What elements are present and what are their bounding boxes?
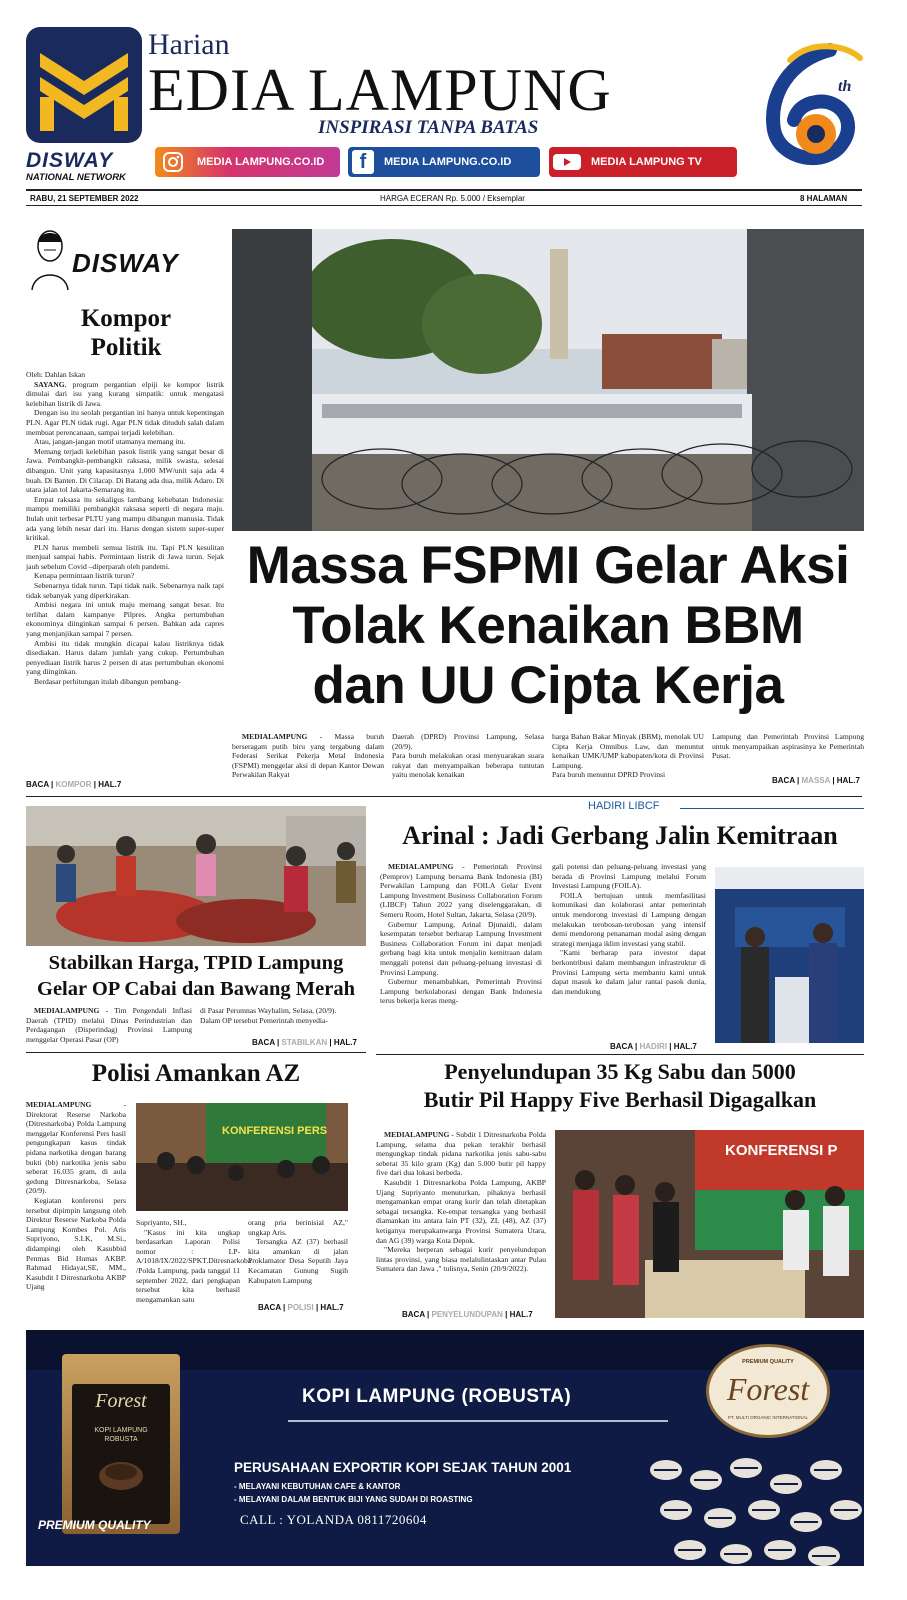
youtube-icon (553, 150, 581, 174)
facebook-link[interactable]: f MEDIA LAMPUNG.CO.ID (348, 147, 540, 177)
youtube-link[interactable]: MEDIA LAMPUNG TV (549, 147, 737, 177)
libcf-divider (376, 1054, 864, 1055)
libcf-title: Arinal : Jadi Gerbang Jalin Kemitraan (402, 821, 838, 850)
tpid-continue[interactable]: BACA | STABILKAN | HAL.7 (252, 1038, 357, 1047)
polisi-title: Polisi Amankan AZ (91, 1060, 301, 1087)
headline-continue[interactable]: BACA | MASSA | HAL.7 (772, 776, 860, 785)
libcf-kicker-rule (680, 808, 864, 809)
sabu-continue[interactable]: BACA | PENYELUNDUPAN | HAL.7 (402, 1310, 533, 1319)
anniversary-logo: th (760, 40, 870, 170)
libcf-kicker: HADIRI LIBCF (588, 800, 660, 812)
libcf-photo (715, 867, 864, 1043)
issue-price: HARGA ECERAN Rp. 5.000 / Eksemplar (380, 194, 525, 203)
issue-date: RABU, 21 SEPTEMBER 2022 (30, 194, 139, 203)
masthead (0, 0, 907, 203)
tpid-divider (26, 1052, 366, 1053)
ad-title: KOPI LAMPUNG (ROBUSTA) (302, 1386, 572, 1407)
tpid-col-1: MEDIALAMPUNG - Tim Pengendali Inflasi Daerah (TPID) melalui Dinas Perindustrian dan Perdagangan (Disperindag) Provinsi Lampung menggelar Operasi Pasar (OP) (26, 1006, 192, 1044)
forest-logo: PREMIUM QUALITY Forest PT. MULTI ORGANIC INTERNATIONAL (706, 1344, 830, 1438)
ad-title-rule (288, 1420, 668, 1422)
ad-bullet-2: - MELAYANI DALAM BENTUK BIJI YANG SUDAH DI ROASTING (234, 1495, 473, 1504)
column-body: Oleh: Dahlan Iskan SAYANG, program pergantian elpiji ke kompor listrik dimulai dari isu yang kurang simpatik: untuk mengatasi kelebihan listrik di Jawa. Dengan isu itu seolah pergantian ini hanya untuk kepentingan PLN. Agar PLN tidak rugi. Agar PLN tidak dituduh salah dalam membuat perencanaan, sampai terjadi kelebihan. Atau, jangan-jangan motif utamanya memang itu. Memang terjadi kelebihan pasok listrik yang sangat besar di Jawa. Pembangkit-pembangkit raksasa, milik swasta, selesai dibangun. Unit yang kapasitasnya 1.000 MW/unit saja ada 4 buah. Di Banten. Di Cilacap. Di Batang ada dua, milik Adaro. Di utara jalan tol Jakarta-Semarang itu. Empat raksasa itu sekaligus lambang kehebatan Indonesia: mampu memiliki pembangkit raksasa seperti di negara maju. Itulah unit terbesar PLTU yang mampu dibangun manusia. Tidak ada yang lebih nesar dari itu. Harus dengan sistem super-super kritikal. PLN harus membeli semua listrik itu. Tapi PLN kesulitan menjual sampai habis. Permintaan listrik di Jawa turun. Sejak jauh sebelum Covid –diperparah oleh pandemi. Kenapa permintaan listrik turun? Sebenarnya tidak turun. Tapi tidak naik. Sebenarnya naik tapi tidak sebanyak yang diperkirakan. Ambisi negara ini untuk maju memang sangat besar. Itu terlihat dalam kampanye Pilpres. Angka pertumbuhan ekonominya diinginkan sampai 6 persen. Bahkan ada capres yang menjanjikan sampai 7 persen. Ambisi itu tidak mungkin dicapai kalau listriknya tidak disediakan. Harus dalam jumlah yang cukup. Pertumbuhan penyediaan listrik harus 2 persen di atas pertumbuhan ekonomi yang diinginkan. Berdasar perhitungan itulah dibangun pembang- (26, 370, 224, 686)
media-lampung-logo (26, 27, 142, 143)
tpid-col-2: di Pasar Perumnas Wayhalim, Selasa, (20/9). Dalam OP tersebut Pemerintah menyedia- (200, 1006, 337, 1025)
tpid-title: Stabilkan Harga, TPID Lampung Gelar OP Cabai dan Bawang Merah (37, 952, 355, 1000)
protest-photo (232, 229, 864, 531)
sabu-source: MEDIALAMPUNG (384, 1130, 450, 1139)
polisi-col-3: orang pria berinisial AZ," ungkap Aris. Tersangka AZ (37) berhasil kita amankan di jalan Proklamator Desa Seputih Jaya Kecamatan Gunung Sugih Kabupaten Lampung (248, 1218, 348, 1285)
column-title: Kompor Politik (80, 305, 172, 361)
polisi-source: MEDIALAMPUNG (26, 1100, 92, 1109)
polisi-continue[interactable]: BACA | POLISI | HAL.7 (258, 1303, 344, 1312)
author-portrait (30, 228, 70, 290)
column-author: Oleh: Dahlan Iskan (26, 370, 86, 379)
disway-network-logo: DISWAY NATIONAL NETWORK (26, 149, 126, 183)
ad-call[interactable]: CALL : YOLANDA 0811720604 (240, 1512, 427, 1527)
masthead-rule-bottom (26, 205, 862, 206)
polisi-col-2: Supriyanto, SH., "Kasus ini kita ungkap berdasarkan Laporan Polisi nomor : LP-A/1018/IX/2022/SPKT.Ditresnarkoba /Polda Lampung, pada tanggal 11 september 2022, dari pengkapan tersebut kita berhasil mengamankan satu (136, 1218, 252, 1304)
masthead-title: EDIA LAMPUNG (148, 57, 612, 123)
headline-line-1: Massa FSPMI Gelar Aksi (246, 536, 850, 595)
disway-column (26, 228, 224, 796)
ad-bean-texture (646, 1450, 864, 1566)
headline-line-2: Tolak Kenaikan BBM (292, 596, 804, 655)
sabu-title: Penyelundupan 35 Kg Sabu dan 5000 Butir Pil Happy Five Berhasil Digagalkan (423, 1059, 817, 1112)
sabu-photo (555, 1130, 864, 1318)
ad-premium-label: PREMIUM QUALITY (38, 1518, 151, 1532)
disway-brand: DISWAY (72, 248, 179, 278)
polisi-photo (136, 1103, 348, 1211)
sabu-body: MEDIALAMPUNG - Subdit 1 Ditresnarkoba Polda Lampung, selama dua pekan terakhir berhasil mengungkap tindak pidana narkotika jenis sabu-sabu seberat 35 kilo gram (Kg) dan 5.000 butir pil happy five dari dua lokasi berbeda. Kasubdit 1 Ditresnarkoba Polda Lampung, AKBP Ujang Supriyanto menuturkan, pihaknya berhasil mengamankan empat orang kurir dan telah ditetapkan sebagai tersangka. Ke-empat tersangka yang berhasil diamankan itu antara lain PT (32), ZL (48), AZ (37) ketiganya merupakanwarga Provinsi Sumatera Utara, dan AG (39) warga Kota Depok. "Mereka berperan sebagai kurir penyelundupan lintas provinsi, yang biasa melalulintaskan antar Pulau Sumatera dan Jawa ," tulisnya, Senin (20/9/2022). (376, 1130, 546, 1274)
polisi-photo-banner: KONFERENSI PERS (222, 1125, 328, 1137)
headline-line-3: dan UU Cipta Kerja (312, 656, 784, 715)
libcf-source: MEDIALAMPUNG (388, 862, 454, 871)
tpid-photo (26, 806, 366, 946)
package-coffee-cup (96, 1454, 146, 1494)
issue-pages: 8 HALAMAN (800, 194, 848, 203)
sabu-photo-banner: KONFERENSI P (725, 1142, 838, 1159)
polisi-col-1: MEDIALAMPUNG - Direktorat Reserse Narkoba (Ditresnarkoba) Polda Lampung menggelar Konferensi Pers hasil pengungkapan kasus tindak pidana narkotika dengan barang bukti (bb) narkotika jenis sabu seberat 16.035 gram, di aula gedung Ditresnarkoba, Selasa (20/9). Kegiatan konferensi pers tersebut dipimpin langsung oleh Direktur Reserse Narkoba Polda Lampung Kombes Pol. Aris Supriyono, S.I.K, M.Si., didampingi oleh Kasubbid Penmas Bid Humas AKBP. Rahmad Hidayat,SE, MM., Kasubdit I Ditresnarkoba AKBP Ujang (26, 1100, 126, 1292)
facebook-icon: f (352, 150, 374, 174)
masthead-title-initial (148, 52, 149, 53)
column-divider (26, 796, 862, 797)
headline-col-3: harga Bahan Bakar Minyak (BBM), menolak UU Cipta Kerja Omnibus Law, dan menuntut kenaikan UMK/UMP kabupaten/kota di Provinsi Lampung. Para buruh menuntut DPRD Provinsi (552, 732, 704, 780)
libcf-col-1: MEDIALAMPUNG - Pemerintah Provinsi (Pemprov) Lampung bersama Bank Indonesia (BI) Perwakilan Lampung dan FOILA Gelar Event Lampung Investment Business Collaboration Forum (LIBCF) Tahun 2022 yang diselenggarakan, di Semeru Room, Hotel Sultan, Jakarta, Selasa (20/9). Gubernur Lampung, Arinal Djunaidi, dalam kesempatan tersebut berharap Lampung Investment Business Collaboration Forum ini dapat menjadi gerbang bagi kita untuk menjalin kemitraan dalam menggali potensi dan peluang-peluang investasi di Provinsi Lampung. Gubernur menambahkan, Pemerintah Provinsi Lampung berkolaborasi dengan Bank Indonesia terus bekerja keras meng- (380, 862, 542, 1006)
package-label-text: KOPI LAMPUNG ROBUSTA (94, 1427, 148, 1443)
headline-col-1: MEDIALAMPUNG - Massa buruh berseragam putih biru yang tergabung dalam Federasi Serikat Pekerja Metal Indonesia (FSPMI) menggelar aksi di depan Kantor Dewan Perwakilan Rakyat (232, 732, 384, 780)
libcf-continue[interactable]: BACA | HADIRI | HAL.7 (610, 1042, 697, 1051)
ad-exporter: PERUSAHAAN EXPORTIR KOPI SEJAK TAHUN 2001 (234, 1460, 572, 1475)
kopi-advertisement[interactable] (26, 1330, 864, 1566)
masthead-prefix: Harian (148, 28, 230, 61)
instagram-link[interactable]: MEDIA LAMPUNG.CO.ID (155, 147, 340, 177)
masthead-tagline: INSPIRASI TANPA BATAS (318, 117, 539, 138)
headline (232, 536, 864, 716)
headline-col-4: Lampung dan Pemerintah Provinsi Lampung untuk menyampaikan aspirasinya ke Pemerintah Pusat. (712, 732, 864, 761)
tpid-source: MEDIALAMPUNG (34, 1006, 100, 1015)
package-brand: Forest (95, 1390, 147, 1412)
column-continue[interactable]: BACA | KOMPOR | HAL.7 (26, 780, 122, 789)
instagram-icon (159, 150, 187, 174)
libcf-col-2: gali potensi dan peluang-peluang investasi yang berada di Provinsi Lampung melalui Forum Investasi Lampung (FOILA). FOILA bertujuan untuk memfasilitasi komunikasi dan kolaborasi antar pemerintah untuk mendorong investasi di Lampung dengan melakukan terobosan-terobosan yang intensif demi mendorong penanaman modal asing dengan strategi menjaga iklim investasi yang stabil. "Kami berharap para investor dapat berkontribusi dalam membangun infrastruktur di Provinsi Lampung serta membantu kami untuk dapat masuk ke dalam jalur rantai pasok dunia, dan mendukung (552, 862, 706, 996)
column-lead-word: SAYANG (34, 379, 65, 389)
headline-col-2: Daerah (DPRD) Provinsi Lampung, Selasa (20/9). Para buruh melakukan orasi menyuarakan suara rakyat dan menyampaikan beberapa tuntutan yaitu menolak kenaikan (392, 732, 544, 780)
masthead-rule-top (26, 189, 862, 191)
ad-bullet-1: - MELAYANI KEBUTUHAN CAFE & KANTOR (234, 1482, 401, 1491)
coffee-package (62, 1354, 180, 1534)
headline-source: MEDIALAMPUNG (242, 732, 308, 741)
